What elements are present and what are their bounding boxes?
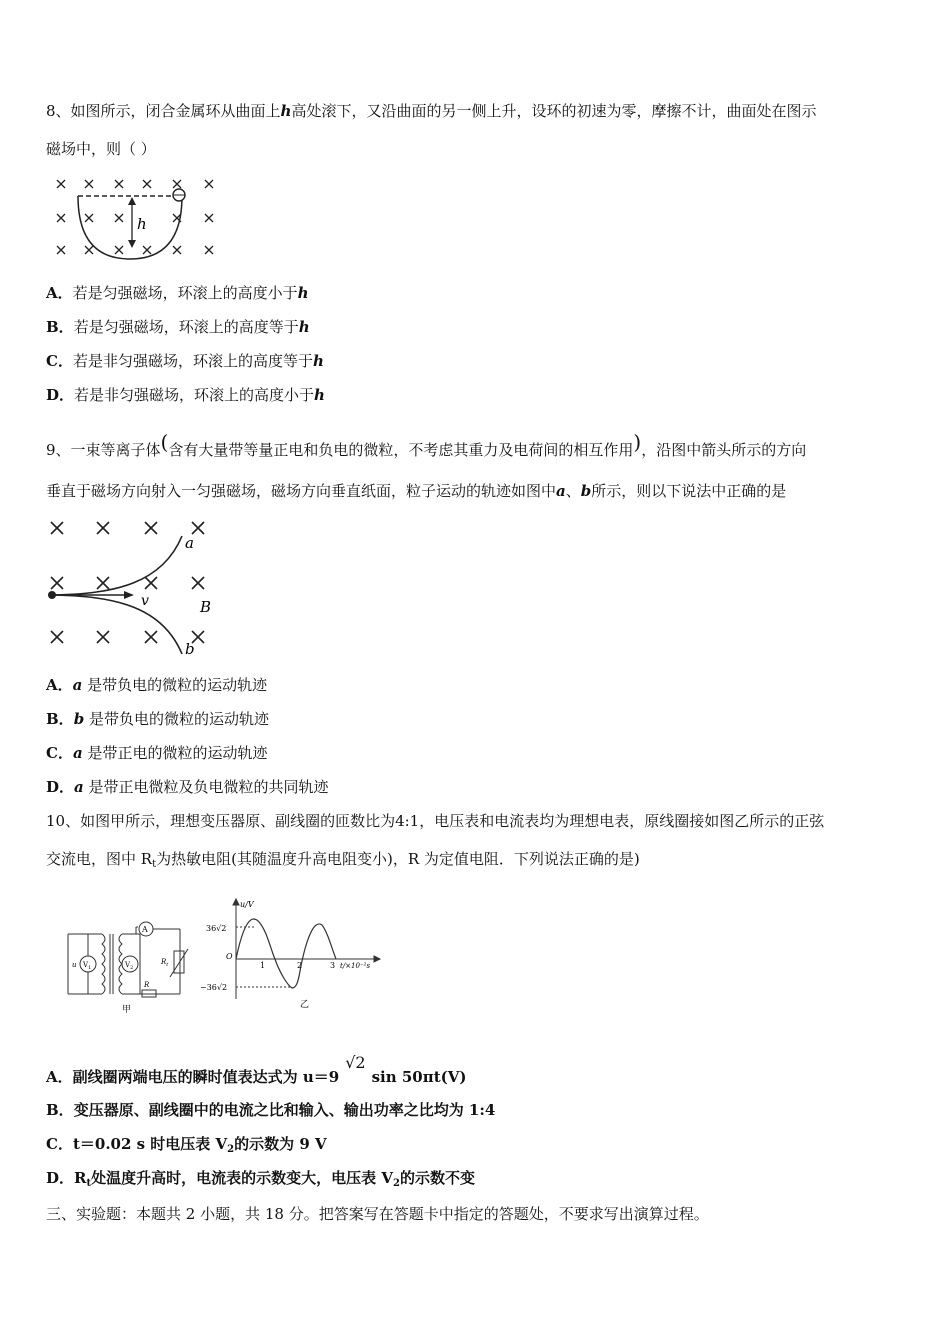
u-axis-label: u/V (240, 900, 254, 909)
q9-figure (44, 514, 224, 660)
q9-option-c[interactable]: C．a 是带正电的微粒的运动轨迹 (46, 744, 268, 762)
magnetic-field-crosses (51, 522, 204, 643)
q9-stem-line2: 垂直于磁场方向射入一匀强磁场，磁场方向垂直纸面，粒子运动的轨迹如图中a、b所示，则以下说法中正确的是 (46, 482, 787, 500)
q8-option-a[interactable]: A．若是匀强磁场，环滚上的高度小于h (46, 284, 309, 302)
label-v: v (141, 593, 149, 609)
rt-label: $R_t$ (161, 958, 169, 968)
origin-label: O (226, 952, 233, 961)
tick-2: 2 (297, 961, 303, 970)
q8-option-c[interactable]: C．若是非匀强磁场，环滚上的高度等于h (46, 352, 324, 370)
v2-label: $V_2$ (125, 961, 134, 971)
q9-option-b[interactable]: B．b 是带负电的微粒的运动轨迹 (46, 710, 269, 728)
q9-option-d[interactable]: D．a 是带正电微粒及负电微粒的共同轨迹 (46, 778, 329, 796)
q10-figure (60, 889, 400, 1017)
sine-graph-yi (233, 899, 380, 999)
u-label: u (72, 961, 77, 969)
q8-stem-line1: 8、如图所示，闭合金属环从曲面上h高处滚下，又沿曲面的另一侧上升，设环的初速为零，摩擦不计，曲面处在图示 (46, 102, 817, 120)
q10-option-d[interactable]: D．$R_t$处温度升高时，电流表的示数变大，电压表 $V_2$的示数不变 (46, 1169, 475, 1189)
v1-label: $V_1$ (83, 961, 92, 971)
label-jia: 甲 (122, 1005, 132, 1015)
q8-stem-line2: 磁场中，则（ ） (46, 140, 156, 158)
t-axis-label: t/×10⁻²s (340, 962, 371, 970)
q10-option-c[interactable]: C．t＝0.02 s 时电压表 $V_2$的示数为 9 V (46, 1135, 327, 1155)
peak-label: 36√2 (206, 924, 227, 933)
q10-stem-line1: 10、如图甲所示，理想变压器原、副线圈的匝数比为4:1，电压表和电流表均为理想电表，原线圈接如图乙所示的正弦 (46, 812, 825, 830)
label-b: b (185, 640, 195, 658)
tick-3: 3 (330, 961, 336, 970)
label-B: B (200, 598, 212, 616)
trajectory-b (52, 595, 182, 654)
q9-option-a[interactable]: A．a 是带负电的微粒的运动轨迹 (46, 676, 268, 694)
ammeter-label: A (142, 925, 148, 934)
q8-option-b[interactable]: B．若是匀强磁场，环滚上的高度等于h (46, 318, 310, 336)
q8-figure (48, 173, 228, 265)
curved-track (78, 196, 182, 259)
q10-option-b[interactable]: B．变压器原、副线圈中的电流之比和输入、输出功率之比均为 1:4 (46, 1101, 496, 1119)
r-label: R (144, 981, 150, 989)
section-3-heading: 三、实验题：本题共 2 小题，共 18 分。把答案写在答题卡中指定的答题处，不要求写出演算过程。 (46, 1205, 709, 1223)
q10-stem-line2: 交流电，图中 $R_t$为热敏电阻(其随温度升高电阻变小)，R 为定值电阻．下列说法正确的是) (46, 850, 640, 870)
label-a: a (185, 534, 194, 552)
q9-stem-line1: 9、一束等离子体(含有大量带等量正电和负电的微粒，不考虑其重力及电荷间的相互作用)，沿图中箭头所示的方向 (46, 430, 807, 459)
neg-peak-label: −36√2 (200, 983, 228, 992)
tick-1: 1 (260, 961, 266, 970)
height-label: h (137, 215, 147, 233)
q8-option-d[interactable]: D．若是非匀强磁场，环滚上的高度小于h (46, 386, 325, 404)
trajectory-a (52, 536, 182, 595)
q10-option-a[interactable]: A．副线圈两端电压的瞬时值表达式为 u＝9√2sin 50πt(V) (46, 1053, 467, 1086)
circuit-diagram-jia (68, 922, 188, 997)
label-yi: 乙 (300, 1000, 310, 1010)
